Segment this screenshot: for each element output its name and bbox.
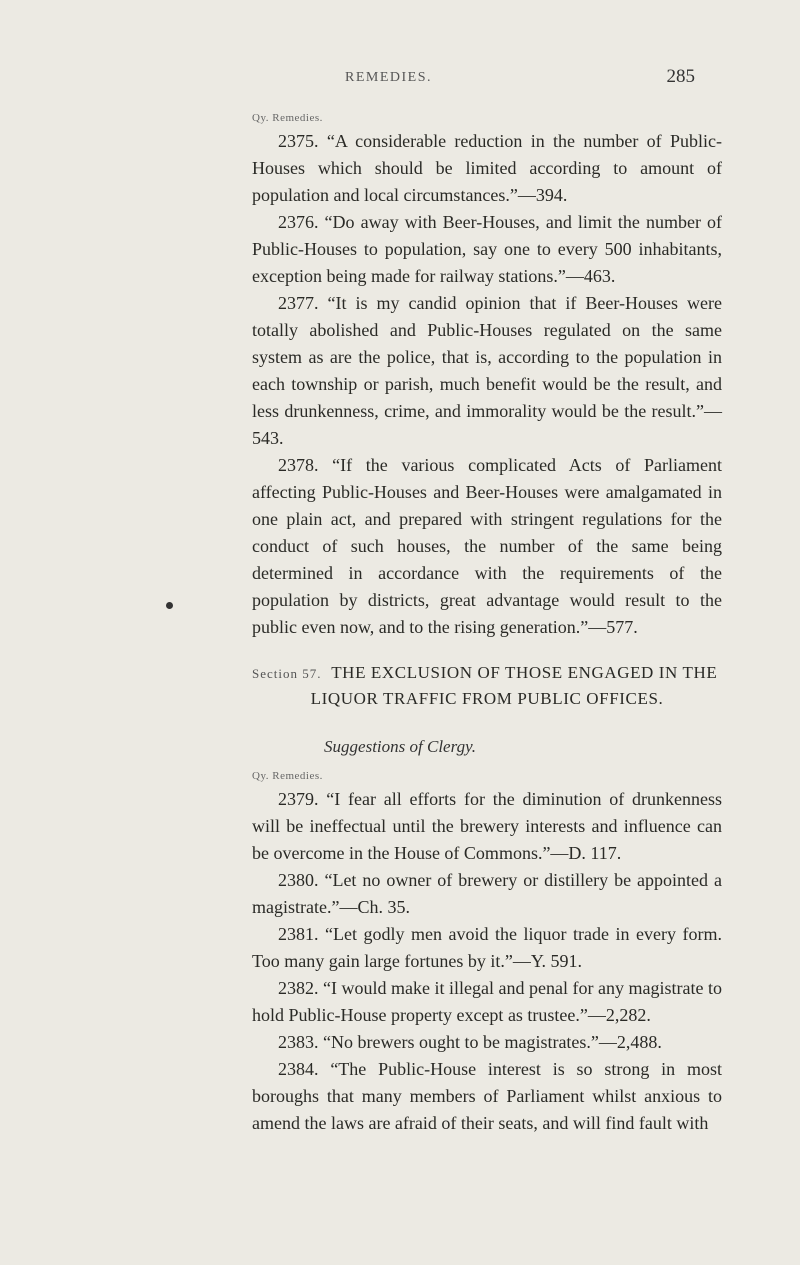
- entry-2375: 2375. “A considerable reduction in the number of Public-Houses which should be limited according to amount of population and local circumstances.”—394.: [252, 131, 722, 205]
- entry-2376: 2376. “Do away with Beer-Houses, and limit the number of Public-Houses to population, say one to every 500 inhabitants, exception being made for railway stations.”—463.: [252, 212, 722, 286]
- running-head: [0, 66, 800, 94]
- ink-speck: [166, 602, 173, 609]
- section-heading: [252, 660, 732, 711]
- section-label: Section 57.: [252, 666, 322, 681]
- remedies-top-block: [252, 112, 722, 641]
- entry-2382: 2382. “I would make it illegal and penal for any magistrate to hold Public-House property except as trustee.”—2,282.: [252, 978, 722, 1025]
- section-title-line-1: [252, 660, 732, 686]
- entry-2378: 2378. “If the various complicated Acts of Parliament affecting Public-Houses and Beer-Houses were amalgamated in one plain act, and prepared with stringent regulations for the conduct of such houses, the number of the same being determined in accordance with the requirements of the population by districts, great advantage would result to the public even now, and to the rising generation.”—577.: [252, 455, 722, 637]
- column-label: Qy. Remedies.: [252, 112, 323, 124]
- subheading: Suggestions of Clergy.: [324, 737, 476, 756]
- column-label: Qy. Remedies.: [252, 770, 323, 782]
- section-title-line-2: LIQUOR TRAFFIC FROM PUBLIC OFFICES.: [310, 689, 664, 708]
- remedies-bottom-block: [252, 770, 722, 1137]
- entry-2383: 2383. “No brewers ought to be magistrates.”—2,488.: [278, 1032, 662, 1052]
- entry-2380: 2380. “Let no owner of brewery or distillery be appointed a magistrate.”—Ch. 35.: [252, 870, 722, 917]
- section-title-line-1-text: THE EXCLUSION OF THOSE ENGAGED IN THE: [331, 663, 718, 682]
- entry-2379: 2379. “I fear all efforts for the diminution of drunkenness will be ineffectual until the brewery interests and influence can be overcome in the House of Commons.”—D. 117.: [252, 789, 722, 863]
- entry-2384: 2384. “The Public-House interest is so strong in most boroughs that many members of Parliament whilst anxious to amend the laws are afraid of their seats, and will find fault with: [252, 1059, 722, 1133]
- entry-2377: 2377. “It is my candid opinion that if Beer-Houses were totally abolished and Public-Houses regulated on the same system as are the police, that is, according to the population in each township or parish, much benefit would be the result, and less drunkenness, crime, and immorality would be the result.”—543.: [252, 293, 722, 448]
- running-title: REMEDIES.: [345, 70, 432, 85]
- entry-2381: 2381. “Let godly men avoid the liquor trade in every form. Too many gain large fortunes by it.”—Y. 591.: [252, 924, 722, 971]
- page-number: 285: [666, 66, 695, 87]
